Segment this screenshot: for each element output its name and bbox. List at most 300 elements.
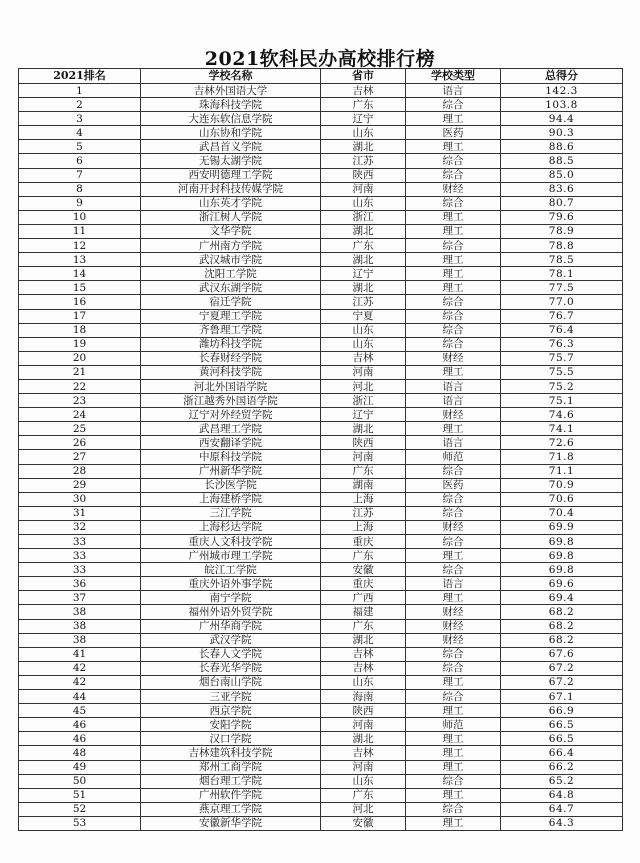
- table-row: [19, 577, 623, 591]
- school-name-cell: 武昌首义学院: [141, 140, 321, 154]
- school-type-cell: 综合: [406, 337, 501, 351]
- rank-cell: 30: [19, 492, 141, 506]
- province-cell: 江苏: [321, 154, 406, 168]
- province-cell: 吉林: [321, 647, 406, 661]
- school-type-cell: 综合: [406, 154, 501, 168]
- province-cell: 河北: [321, 379, 406, 393]
- table-row: [19, 140, 623, 154]
- school-name-cell: 珠海科技学院: [141, 98, 321, 112]
- table-row: [19, 98, 623, 112]
- score-cell: 64.8: [501, 788, 623, 802]
- province-cell: 广东: [321, 549, 406, 563]
- score-cell: 75.5: [501, 365, 623, 379]
- province-cell: 辽宁: [321, 408, 406, 422]
- province-cell: 湖南: [321, 478, 406, 492]
- score-cell: 69.6: [501, 577, 623, 591]
- school-type-cell: 语言: [406, 577, 501, 591]
- rank-cell: 42: [19, 675, 141, 689]
- school-type-cell: 综合: [406, 492, 501, 506]
- table-row: [19, 196, 623, 210]
- school-name-cell: 长春光华学院: [141, 661, 321, 675]
- table-row: [19, 647, 623, 661]
- rank-cell: 22: [19, 379, 141, 393]
- school-type-cell: 理工: [406, 422, 501, 436]
- table-row: [19, 408, 623, 422]
- rank-cell: 23: [19, 394, 141, 408]
- province-cell: 江苏: [321, 295, 406, 309]
- table-row: [19, 295, 623, 309]
- school-name-cell: 潍坊科技学院: [141, 337, 321, 351]
- rank-cell: 6: [19, 154, 141, 168]
- province-cell: 山东: [321, 337, 406, 351]
- score-cell: 66.2: [501, 760, 623, 774]
- rank-cell: 45: [19, 704, 141, 718]
- table-row: [19, 309, 623, 323]
- score-cell: 68.2: [501, 605, 623, 619]
- school-name-cell: 武汉城市学院: [141, 253, 321, 267]
- table-row: [19, 239, 623, 253]
- province-cell: 山东: [321, 126, 406, 140]
- school-type-cell: 综合: [406, 774, 501, 788]
- rank-cell: 16: [19, 295, 141, 309]
- rank-cell: 8: [19, 182, 141, 196]
- score-cell: 67.2: [501, 675, 623, 689]
- school-type-cell: 综合: [406, 802, 501, 816]
- school-name-cell: 河南开封科技传媒学院: [141, 182, 321, 196]
- school-name-cell: 福州外语外贸学院: [141, 605, 321, 619]
- school-name-cell: 三亚学院: [141, 690, 321, 704]
- score-cell: 68.2: [501, 633, 623, 647]
- rank-cell: 33: [19, 563, 141, 577]
- table-row: [19, 351, 623, 365]
- school-type-cell: 理工: [406, 816, 501, 830]
- table-row: [19, 450, 623, 464]
- rank-cell: 10: [19, 210, 141, 224]
- rank-cell: 7: [19, 168, 141, 182]
- school-name-cell: 浙江越秀外国语学院: [141, 394, 321, 408]
- province-cell: 广东: [321, 239, 406, 253]
- score-cell: 75.1: [501, 394, 623, 408]
- score-cell: 78.8: [501, 239, 623, 253]
- school-name-cell: 安阳学院: [141, 718, 321, 732]
- table-row: [19, 520, 623, 534]
- school-name-cell: 重庆人文科技学院: [141, 535, 321, 549]
- score-cell: 65.2: [501, 774, 623, 788]
- score-cell: 67.2: [501, 661, 623, 675]
- table-row: [19, 253, 623, 267]
- province-cell: 吉林: [321, 661, 406, 675]
- province-cell: 湖北: [321, 633, 406, 647]
- school-name-cell: 大连东软信息学院: [141, 112, 321, 126]
- school-name-cell: 沈阳工学院: [141, 267, 321, 281]
- rank-cell: 33: [19, 535, 141, 549]
- score-cell: 78.1: [501, 267, 623, 281]
- rank-cell: 2: [19, 98, 141, 112]
- table-row: [19, 506, 623, 520]
- province-cell: 湖北: [321, 732, 406, 746]
- table-row: [19, 210, 623, 224]
- score-cell: 67.6: [501, 647, 623, 661]
- province-cell: 河南: [321, 182, 406, 196]
- school-type-cell: 语言: [406, 84, 501, 98]
- province-cell: 海南: [321, 690, 406, 704]
- score-cell: 70.9: [501, 478, 623, 492]
- province-cell: 浙江: [321, 210, 406, 224]
- table-row: [19, 182, 623, 196]
- ranking-table: [18, 68, 623, 831]
- table-row: [19, 563, 623, 577]
- school-name-cell: 吉林外国语大学: [141, 84, 321, 98]
- score-cell: 75.2: [501, 379, 623, 393]
- school-type-cell: 综合: [406, 464, 501, 478]
- rank-cell: 12: [19, 239, 141, 253]
- school-name-cell: 三江学院: [141, 506, 321, 520]
- score-cell: 70.4: [501, 506, 623, 520]
- rank-cell: 9: [19, 196, 141, 210]
- school-name-cell: 上海建桥学院: [141, 492, 321, 506]
- school-type-cell: 综合: [406, 196, 501, 210]
- score-cell: 88.6: [501, 140, 623, 154]
- rank-cell: 17: [19, 309, 141, 323]
- score-cell: 69.8: [501, 535, 623, 549]
- school-name-cell: 河北外国语学院: [141, 379, 321, 393]
- rank-cell: 51: [19, 788, 141, 802]
- rank-cell: 33: [19, 549, 141, 563]
- table-row: [19, 619, 623, 633]
- table-row: [19, 337, 623, 351]
- school-name-cell: 南宁学院: [141, 591, 321, 605]
- school-type-cell: 理工: [406, 224, 501, 238]
- school-name-cell: 山东英才学院: [141, 196, 321, 210]
- table-row: [19, 464, 623, 478]
- table-body: [19, 84, 623, 831]
- table-row: [19, 394, 623, 408]
- province-cell: 陕西: [321, 168, 406, 182]
- province-cell: 河南: [321, 718, 406, 732]
- school-type-cell: 综合: [406, 323, 501, 337]
- school-name-cell: 辽宁对外经贸学院: [141, 408, 321, 422]
- score-cell: 77.5: [501, 281, 623, 295]
- rank-cell: 1: [19, 84, 141, 98]
- header-school-type: 学校类型: [406, 69, 501, 84]
- table-row: [19, 675, 623, 689]
- school-name-cell: 上海杉达学院: [141, 520, 321, 534]
- school-type-cell: 理工: [406, 140, 501, 154]
- school-type-cell: 师范: [406, 718, 501, 732]
- table-row: [19, 154, 623, 168]
- province-cell: 河南: [321, 760, 406, 774]
- school-type-cell: 综合: [406, 563, 501, 577]
- school-name-cell: 山东协和学院: [141, 126, 321, 140]
- province-cell: 广东: [321, 464, 406, 478]
- rank-cell: 49: [19, 760, 141, 774]
- school-name-cell: 武汉学院: [141, 633, 321, 647]
- table-row: [19, 365, 623, 379]
- table-row: [19, 605, 623, 619]
- rank-cell: 15: [19, 281, 141, 295]
- school-type-cell: 医药: [406, 126, 501, 140]
- school-type-cell: 语言: [406, 394, 501, 408]
- table-row: [19, 323, 623, 337]
- table-row: [19, 478, 623, 492]
- school-type-cell: 财经: [406, 633, 501, 647]
- school-name-cell: 西安明德理工学院: [141, 168, 321, 182]
- school-type-cell: 综合: [406, 98, 501, 112]
- header-rank: 2021排名: [19, 69, 141, 84]
- school-type-cell: 综合: [406, 647, 501, 661]
- table-row: [19, 732, 623, 746]
- school-name-cell: 齐鲁理工学院: [141, 323, 321, 337]
- province-cell: 江苏: [321, 506, 406, 520]
- school-name-cell: 无锡太湖学院: [141, 154, 321, 168]
- rank-cell: 52: [19, 802, 141, 816]
- rank-cell: 29: [19, 478, 141, 492]
- school-type-cell: 理工: [406, 281, 501, 295]
- score-cell: 66.9: [501, 704, 623, 718]
- rank-cell: 46: [19, 718, 141, 732]
- table-row: [19, 126, 623, 140]
- score-cell: 64.7: [501, 802, 623, 816]
- school-type-cell: 财经: [406, 619, 501, 633]
- score-cell: 72.6: [501, 436, 623, 450]
- score-cell: 80.7: [501, 196, 623, 210]
- school-name-cell: 烟台南山学院: [141, 675, 321, 689]
- school-name-cell: 武昌理工学院: [141, 422, 321, 436]
- table-row: [19, 84, 623, 98]
- score-cell: 78.5: [501, 253, 623, 267]
- province-cell: 吉林: [321, 351, 406, 365]
- header-total-score: 总得分: [501, 69, 623, 84]
- rank-cell: 31: [19, 506, 141, 520]
- school-name-cell: 郑州工商学院: [141, 760, 321, 774]
- province-cell: 上海: [321, 520, 406, 534]
- province-cell: 重庆: [321, 535, 406, 549]
- rank-cell: 4: [19, 126, 141, 140]
- school-name-cell: 烟台理工学院: [141, 774, 321, 788]
- rank-cell: 36: [19, 577, 141, 591]
- province-cell: 浙江: [321, 394, 406, 408]
- school-name-cell: 宁夏理工学院: [141, 309, 321, 323]
- province-cell: 重庆: [321, 577, 406, 591]
- rank-cell: 19: [19, 337, 141, 351]
- school-name-cell: 黄河科技学院: [141, 365, 321, 379]
- school-type-cell: 理工: [406, 253, 501, 267]
- school-type-cell: 财经: [406, 605, 501, 619]
- table-header-row: [19, 69, 623, 84]
- table-row: [19, 760, 623, 774]
- school-type-cell: 综合: [406, 168, 501, 182]
- score-cell: 142.3: [501, 84, 623, 98]
- score-cell: 74.1: [501, 422, 623, 436]
- score-cell: 94.4: [501, 112, 623, 126]
- rank-cell: 38: [19, 605, 141, 619]
- school-name-cell: 宿迁学院: [141, 295, 321, 309]
- school-name-cell: 文华学院: [141, 224, 321, 238]
- school-type-cell: 综合: [406, 506, 501, 520]
- school-type-cell: 综合: [406, 690, 501, 704]
- score-cell: 66.5: [501, 718, 623, 732]
- rank-cell: 44: [19, 690, 141, 704]
- table-row: [19, 591, 623, 605]
- rank-cell: 50: [19, 774, 141, 788]
- table-row: [19, 436, 623, 450]
- province-cell: 辽宁: [321, 267, 406, 281]
- school-type-cell: 理工: [406, 112, 501, 126]
- table-row: [19, 718, 623, 732]
- score-cell: 76.7: [501, 309, 623, 323]
- province-cell: 吉林: [321, 746, 406, 760]
- school-type-cell: 综合: [406, 661, 501, 675]
- school-name-cell: 长春人文学院: [141, 647, 321, 661]
- table-row: [19, 267, 623, 281]
- rank-cell: 46: [19, 732, 141, 746]
- school-name-cell: 长春财经学院: [141, 351, 321, 365]
- table-row: [19, 746, 623, 760]
- table-row: [19, 112, 623, 126]
- score-cell: 74.6: [501, 408, 623, 422]
- score-cell: 76.4: [501, 323, 623, 337]
- school-name-cell: 吉林建筑科技学院: [141, 746, 321, 760]
- rank-cell: 38: [19, 633, 141, 647]
- table-row: [19, 704, 623, 718]
- table-row: [19, 661, 623, 675]
- school-type-cell: 语言: [406, 379, 501, 393]
- school-type-cell: 综合: [406, 309, 501, 323]
- school-name-cell: 安徽新华学院: [141, 816, 321, 830]
- school-name-cell: 广州华商学院: [141, 619, 321, 633]
- score-cell: 69.8: [501, 563, 623, 577]
- school-type-cell: 财经: [406, 520, 501, 534]
- school-name-cell: 广州城市理工学院: [141, 549, 321, 563]
- rank-cell: 3: [19, 112, 141, 126]
- rank-cell: 25: [19, 422, 141, 436]
- school-type-cell: 综合: [406, 239, 501, 253]
- score-cell: 77.0: [501, 295, 623, 309]
- score-cell: 70.6: [501, 492, 623, 506]
- score-cell: 71.8: [501, 450, 623, 464]
- province-cell: 山东: [321, 323, 406, 337]
- rank-cell: 5: [19, 140, 141, 154]
- province-cell: 河南: [321, 450, 406, 464]
- rank-cell: 28: [19, 464, 141, 478]
- school-type-cell: 理工: [406, 365, 501, 379]
- rank-cell: 41: [19, 647, 141, 661]
- school-type-cell: 理工: [406, 267, 501, 281]
- school-name-cell: 浙江树人学院: [141, 210, 321, 224]
- school-name-cell: 燕京理工学院: [141, 802, 321, 816]
- province-cell: 上海: [321, 492, 406, 506]
- rank-cell: 21: [19, 365, 141, 379]
- table-row: [19, 816, 623, 830]
- rank-cell: 11: [19, 224, 141, 238]
- score-cell: 71.1: [501, 464, 623, 478]
- school-type-cell: 财经: [406, 182, 501, 196]
- table-row: [19, 535, 623, 549]
- school-name-cell: 广州软件学院: [141, 788, 321, 802]
- school-type-cell: 医药: [406, 478, 501, 492]
- school-type-cell: 理工: [406, 788, 501, 802]
- school-type-cell: 理工: [406, 760, 501, 774]
- rank-cell: 20: [19, 351, 141, 365]
- province-cell: 宁夏: [321, 309, 406, 323]
- score-cell: 76.3: [501, 337, 623, 351]
- rank-cell: 27: [19, 450, 141, 464]
- province-cell: 湖北: [321, 422, 406, 436]
- province-cell: 广西: [321, 591, 406, 605]
- province-cell: 福建: [321, 605, 406, 619]
- province-cell: 湖北: [321, 253, 406, 267]
- school-type-cell: 理工: [406, 591, 501, 605]
- school-type-cell: 理工: [406, 675, 501, 689]
- school-type-cell: 理工: [406, 210, 501, 224]
- rank-cell: 14: [19, 267, 141, 281]
- school-name-cell: 武汉东湖学院: [141, 281, 321, 295]
- score-cell: 69.9: [501, 520, 623, 534]
- score-cell: 64.3: [501, 816, 623, 830]
- rank-cell: 37: [19, 591, 141, 605]
- rank-cell: 13: [19, 253, 141, 267]
- province-cell: 湖北: [321, 281, 406, 295]
- score-cell: 66.4: [501, 746, 623, 760]
- score-cell: 78.9: [501, 224, 623, 238]
- table-row: [19, 690, 623, 704]
- score-cell: 85.0: [501, 168, 623, 182]
- table-row: [19, 549, 623, 563]
- school-name-cell: 广州南方学院: [141, 239, 321, 253]
- table-row: [19, 633, 623, 647]
- school-type-cell: 财经: [406, 408, 501, 422]
- rank-cell: 38: [19, 619, 141, 633]
- province-cell: 湖北: [321, 140, 406, 154]
- school-type-cell: 理工: [406, 704, 501, 718]
- province-cell: 河南: [321, 365, 406, 379]
- score-cell: 69.4: [501, 591, 623, 605]
- rank-cell: 53: [19, 816, 141, 830]
- province-cell: 湖北: [321, 224, 406, 238]
- rank-cell: 18: [19, 323, 141, 337]
- school-name-cell: 长沙医学院: [141, 478, 321, 492]
- province-cell: 安徽: [321, 563, 406, 577]
- province-cell: 安徽: [321, 816, 406, 830]
- score-cell: 75.7: [501, 351, 623, 365]
- table-row: [19, 802, 623, 816]
- score-cell: 66.5: [501, 732, 623, 746]
- province-cell: 陕西: [321, 436, 406, 450]
- table-row: [19, 492, 623, 506]
- header-school-name: 学校名称: [141, 69, 321, 84]
- page-title: 2021软科民办高校排行榜: [204, 48, 436, 70]
- rank-cell: 48: [19, 746, 141, 760]
- school-name-cell: 皖江工学院: [141, 563, 321, 577]
- school-type-cell: 师范: [406, 450, 501, 464]
- province-cell: 广东: [321, 619, 406, 633]
- school-type-cell: 财经: [406, 351, 501, 365]
- score-cell: 79.6: [501, 210, 623, 224]
- rank-cell: 26: [19, 436, 141, 450]
- province-cell: 吉林: [321, 84, 406, 98]
- table-row: [19, 379, 623, 393]
- score-cell: 83.6: [501, 182, 623, 196]
- school-type-cell: 综合: [406, 535, 501, 549]
- table-row: [19, 774, 623, 788]
- score-cell: 88.5: [501, 154, 623, 168]
- province-cell: 山东: [321, 675, 406, 689]
- score-cell: 67.1: [501, 690, 623, 704]
- rank-cell: 32: [19, 520, 141, 534]
- province-cell: 河北: [321, 802, 406, 816]
- header-province: 省市: [321, 69, 406, 84]
- score-cell: 90.3: [501, 126, 623, 140]
